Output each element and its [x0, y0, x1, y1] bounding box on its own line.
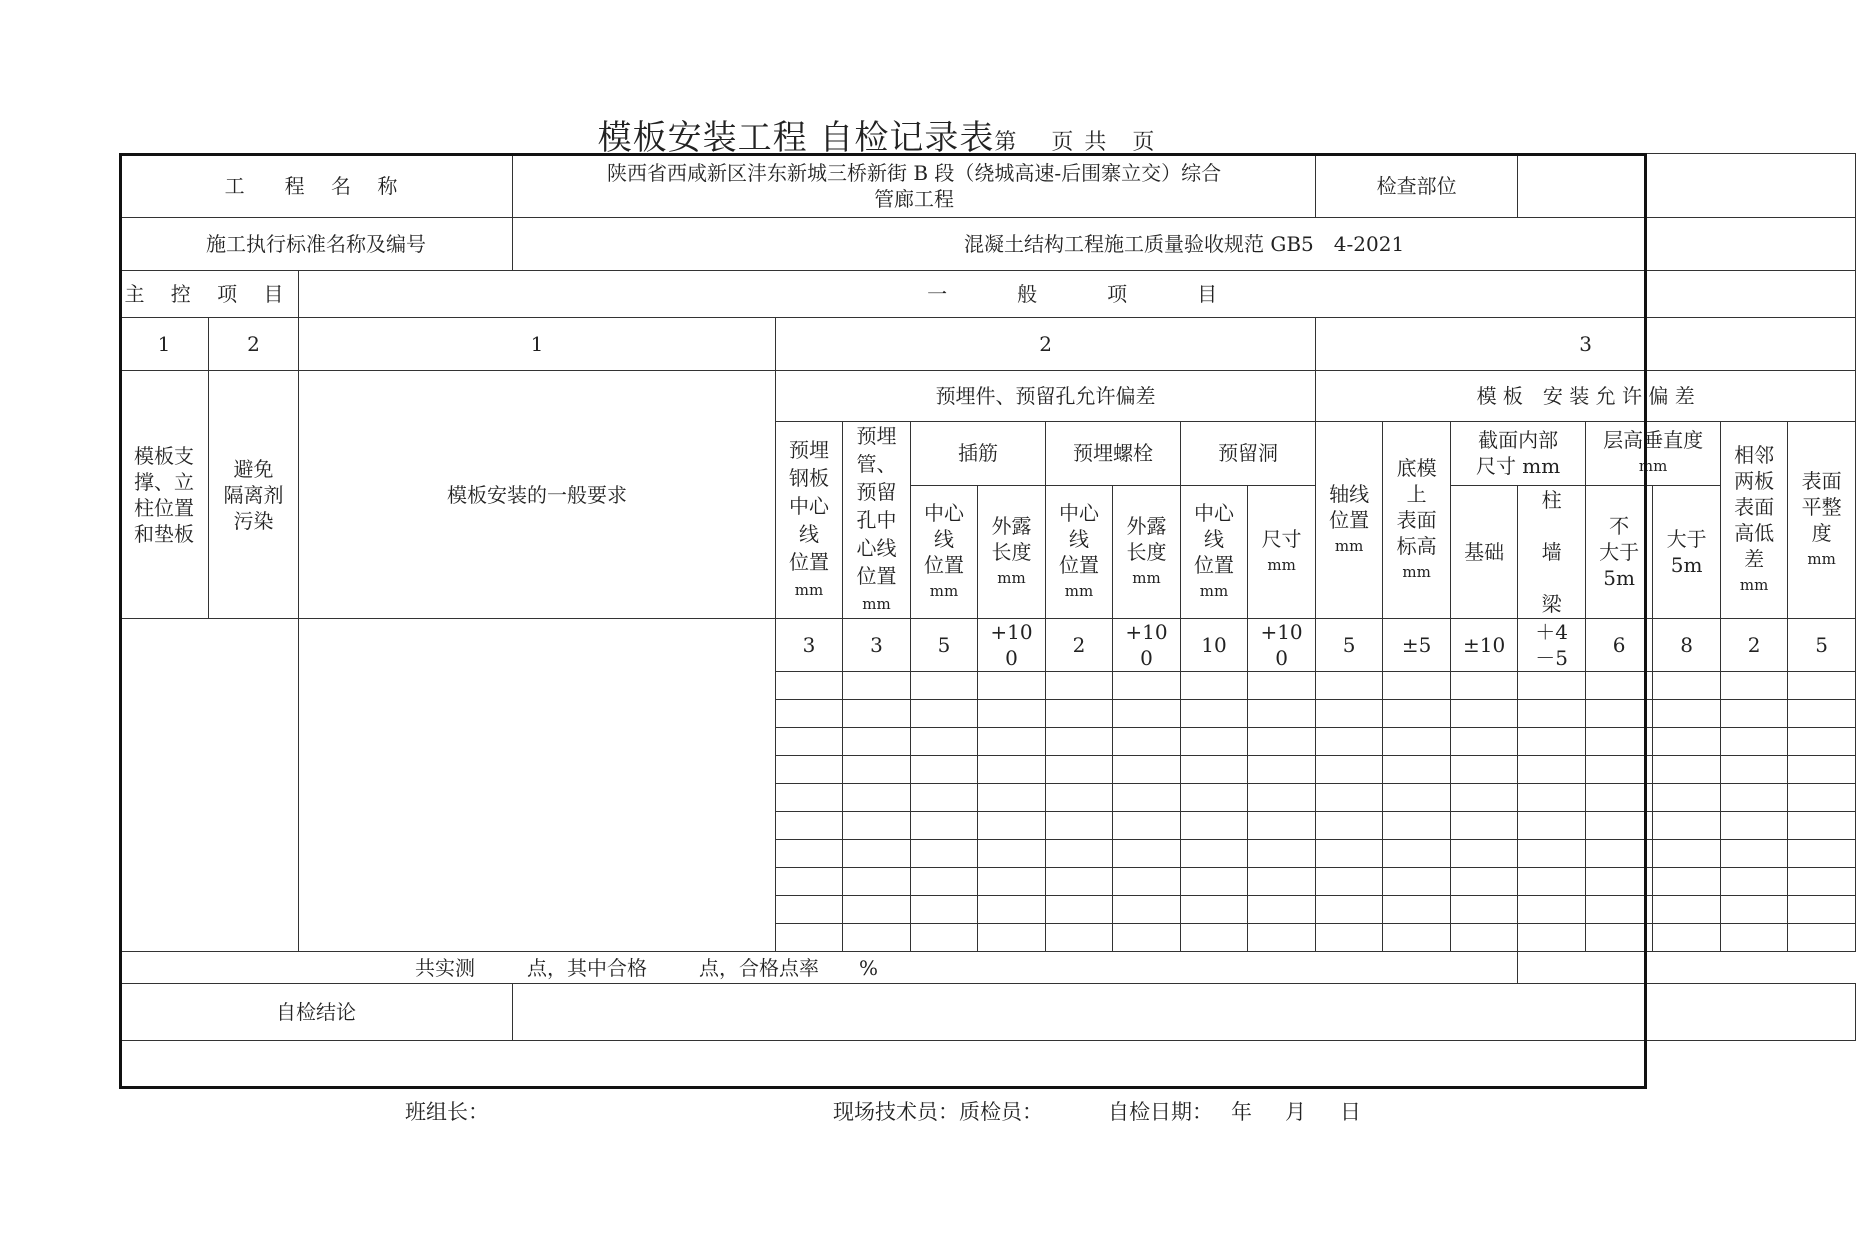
table-frame — [119, 153, 1647, 1089]
axis-position-header: 轴线 位置 mm — [1316, 422, 1383, 619]
bolt-header: 预埋螺栓 — [1046, 422, 1181, 486]
foundation-header: 基础 — [1451, 485, 1518, 618]
gt5m-header: 大于 5m — [1653, 485, 1721, 618]
project-name-label: 工 程 名 称 — [120, 154, 513, 218]
bolt-exposed-header: 外露 长度 mm — [1113, 485, 1181, 618]
date-day: 日 — [1340, 1100, 1361, 1124]
tolerance-cell: ±5 — [1383, 619, 1451, 672]
section-size-header: 截面内部 尺寸 mm — [1451, 422, 1586, 486]
tolerance-cell: 10 — [1181, 619, 1248, 672]
tolerance-cell: ±10 — [1451, 619, 1518, 672]
check-date-label: 自检日期： — [1108, 1100, 1213, 1124]
summary-rate: 点，合格点率 — [699, 955, 819, 980]
hole-size-header: 尺寸 mm — [1248, 485, 1316, 618]
tolerance-cell: ＋4 －5 — [1518, 619, 1586, 672]
page-count-label: 第 页 共 页 — [994, 130, 1157, 155]
tolerance-cell: 3 — [776, 619, 843, 672]
date-year: 年 — [1231, 1100, 1252, 1124]
summary-percent: % — [859, 955, 879, 980]
tolerance-cell: +10 0 — [1113, 619, 1181, 672]
project-name-line2: 管廊工程 — [874, 186, 955, 211]
install-tolerance-header: 模 板 安 装 允 许 偏 差 — [1316, 371, 1856, 422]
tolerance-cell: 5 — [1788, 619, 1856, 672]
tolerance-cell: 6 — [1586, 619, 1653, 672]
rebar-exposed-header: 外露 长度 mm — [978, 485, 1046, 618]
number-cell: 2 — [776, 318, 1316, 371]
conclusion-label: 自检结论 — [120, 984, 513, 1041]
floor-vertical-header: 层高垂直度 mm — [1586, 422, 1721, 486]
standard-label: 施工执行标准名称及编号 — [120, 218, 513, 271]
column-wall-beam-header: 柱 墙 梁 — [1518, 485, 1586, 618]
form-title: 模板安装工程 自检记录表 — [597, 118, 995, 158]
summary-qualified: 点，其中合格 — [527, 955, 647, 980]
tolerance-cell: 8 — [1653, 619, 1721, 672]
avoid-release-agent-header: 避免 隔离剂 污染 — [209, 371, 299, 619]
team-leader-label: 班组长： — [405, 1100, 489, 1124]
embedded-pipe-header: 预埋 管、 预留 孔中 心线 位置 mm — [843, 422, 911, 619]
main-control-header: 主 控 项 目 — [120, 271, 299, 318]
hole-header: 预留洞 — [1181, 422, 1316, 486]
bottom-elevation-header: 底模 上 表面 标高 mm — [1383, 422, 1451, 619]
number-cell: 3 — [1316, 318, 1856, 371]
project-name-line1: 陕西省西咸新区沣东新城三桥新街 B 段（绕城高速-后围寨立交）综合 — [606, 160, 1222, 185]
surface-flatness-header: 表面 平整 度 mm — [1788, 422, 1856, 619]
embedded-tolerance-header: 预埋件、预留孔允许偏差 — [776, 371, 1316, 422]
general-items-header: 一 般 项 目 — [299, 271, 1856, 318]
bolt-center-header: 中心 线 位置 mm — [1046, 485, 1113, 618]
adjacent-height-header: 相邻 两板 表面 高低 差 mm — [1721, 422, 1788, 619]
tolerance-cell: +10 0 — [978, 619, 1046, 672]
standard-value: 混凝土结构工程施工质量验收规范 GB5 4-2021 — [513, 218, 1856, 271]
hole-center-header: 中心 线 位置 mm — [1181, 485, 1248, 618]
tolerance-cell: 2 — [1721, 619, 1788, 672]
page-title — [0, 110, 1754, 159]
general-requirement-header: 模板安装的一般要求 — [299, 371, 776, 619]
number-cell: 2 — [209, 318, 299, 371]
inspect-part-label: 检查部位 — [1316, 154, 1518, 218]
technician-inspector-label: 现场技术员：质检员： — [833, 1100, 1043, 1124]
tolerance-cell: 5 — [911, 619, 978, 672]
le5m-header: 不 大于 5m — [1586, 485, 1653, 618]
tolerance-cell: 2 — [1046, 619, 1113, 672]
support-position-header: 模板支 撑、立 柱位置 和垫板 — [120, 371, 209, 619]
tolerance-cell: 5 — [1316, 619, 1383, 672]
tolerance-cell: 3 — [843, 619, 911, 672]
number-cell: 1 — [299, 318, 776, 371]
rebar-center-header: 中心 线 位置 mm — [911, 485, 978, 618]
summary-measured: 共实测 — [415, 955, 475, 980]
embedded-plate-header: 预埋 钢板 中心 线 位置 mm — [776, 422, 843, 619]
date-month: 月 — [1285, 1100, 1306, 1124]
tolerance-cell: +10 0 — [1248, 619, 1316, 672]
rebar-header: 插筋 — [911, 422, 1046, 486]
number-cell: 1 — [120, 318, 209, 371]
